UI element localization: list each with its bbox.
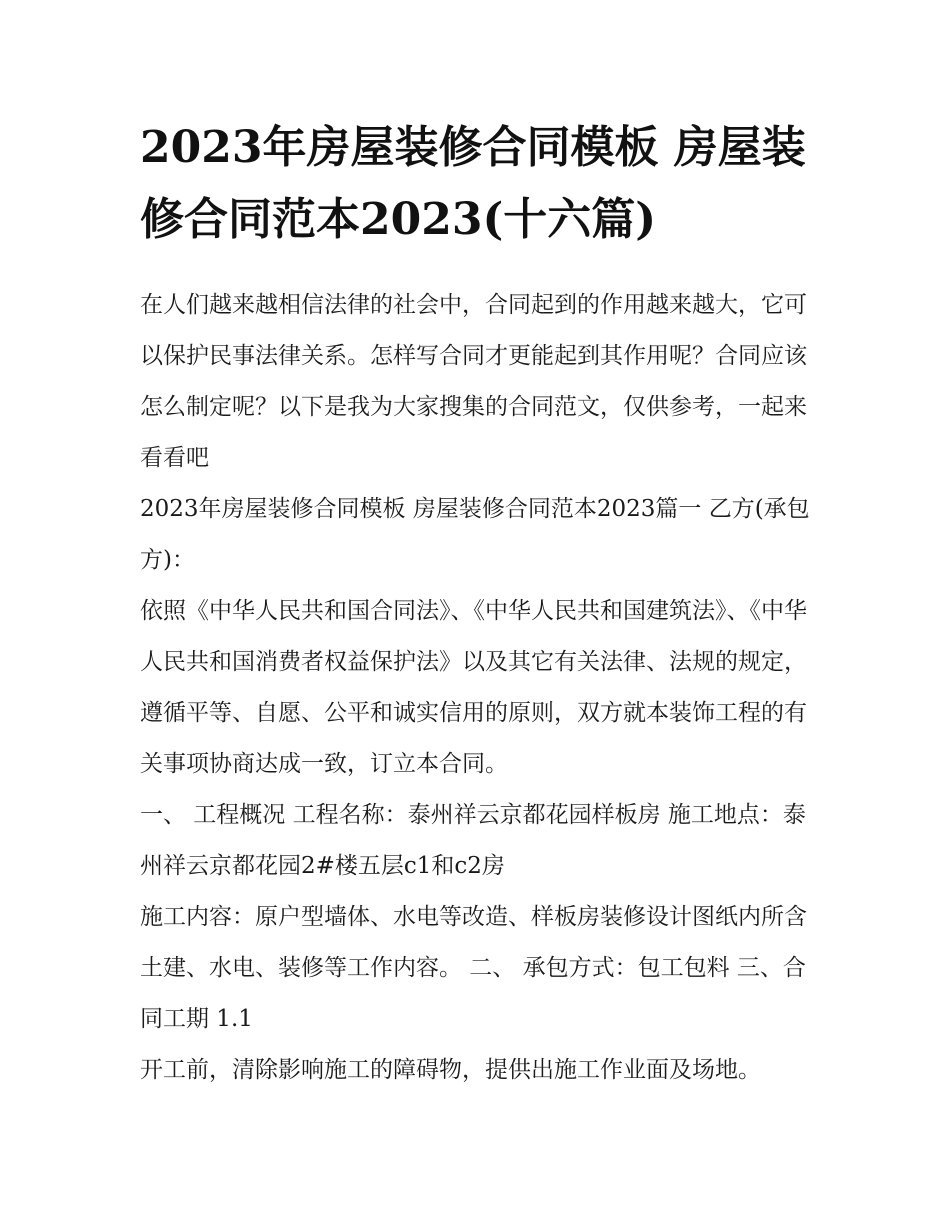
paragraph-preparation: 开工前，清除影响施工的障碍物，提供出施工作业面及场地。 [140,1057,761,1083]
paragraph-construction-content: 施工内容：原户型墙体、水电等改造、样板房装修设计图纸内所含土建、水电、装修等工作内容。 二、 承包方式：包工包料 三、合同工期 1.1 [140,904,807,1032]
document-body [140,280,820,1096]
paragraph-intro: 在人们越来越相信法律的社会中，合同起到的作用越来越大，它可以保护民事法律关系。怎样写合同才更能起到其作用呢？合同应该怎么制定呢？以下是我为大家搜集的合同范文，仅供参考，一起来看看吧 [140,292,807,471]
paragraph-project-overview: 一、 工程概况 工程名称：泰州祥云京都花园样板房 施工地点：泰州祥云京都花园2#楼五层c1和c2房 [140,802,806,879]
paragraph-heading-part1: 2023年房屋装修合同模板 房屋装修合同范本2023篇一 乙方(承包方)： [140,496,810,573]
document-title: 2023年房屋装修合同模板 房屋装修合同范本2023(十六篇) [140,122,806,245]
paragraph-legal-basis: 依照《中华人民共和国合同法》、《中华人民共和国建筑法》、《中华人民共和国消费者权益保护法》以及其它有关法律、法规的规定，遵循平等、自愿、公平和诚实信用的原则，双方就本装饰工程的有关事项协商达成一致，订立本合同。 [140,598,807,777]
